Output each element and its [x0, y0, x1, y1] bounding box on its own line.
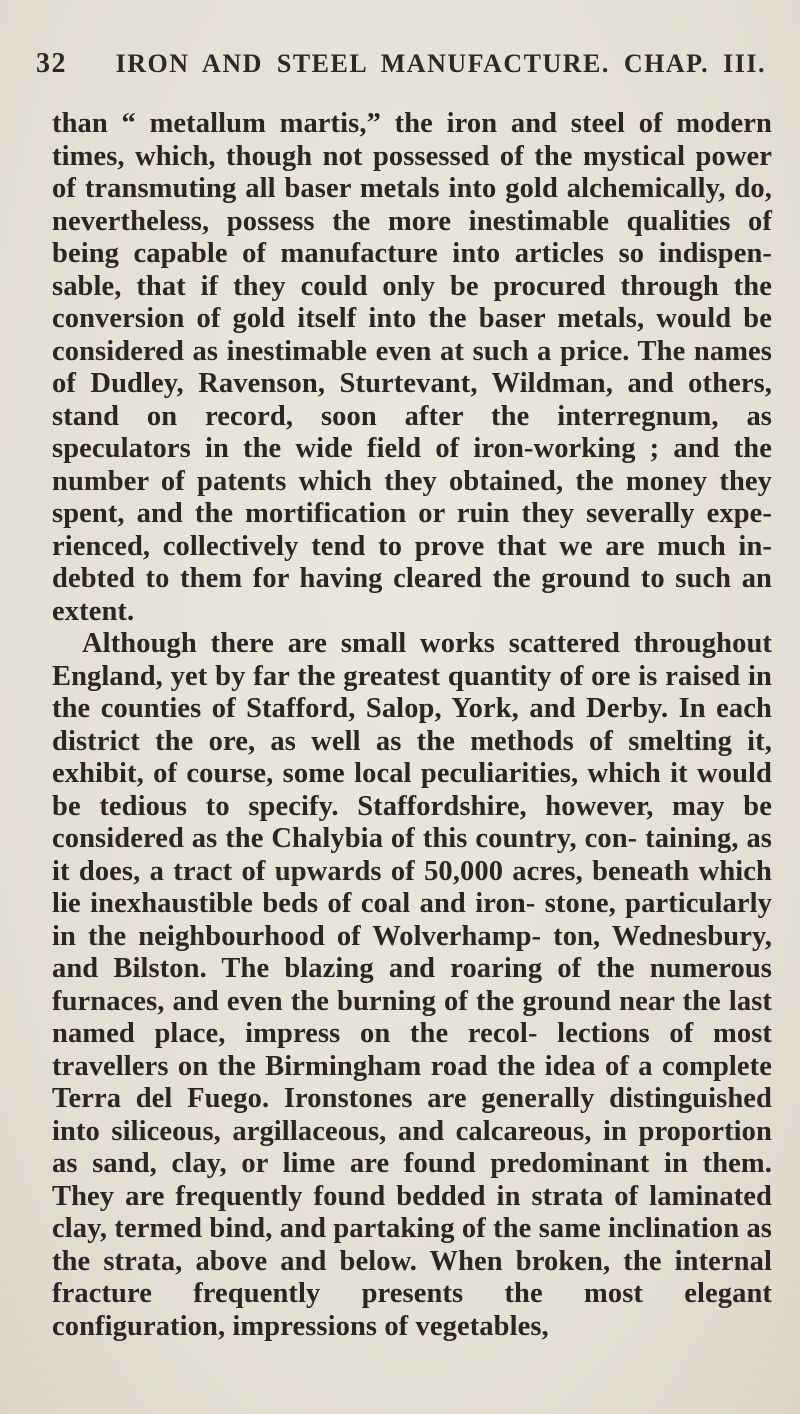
page-number: 32	[36, 48, 67, 79]
body-text	[52, 108, 772, 1343]
paragraph-ironstone: Although there are small works scattered throughout England, yet by far the greatest quantity of ore is raised in the counties of Stafford, Salop, York, and Derby. In each district the ore, as well as the methods of smelting it, exhibit, of course, some local peculiarities, which it would be tedious to specify. Staffordshire, however, may be considered as the Chalybia of this country, con- taining, as it does, a tract of upwards of 50,000 acres, beneath which lie inexhaustible beds of coal and iron- stone, particularly in the neighbourhood of Wolverhamp- ton, Wednesbury, and Bilston. The blazing and roaring of the numerous furnaces, and even the burning of the ground near the last named place, impress on the recol- lections of most travellers on the Birmingham road the idea of a complete Terra del Fuego. Ironstones are generally distinguished into siliceous, argillaceous, and calcareous, in proportion as sand, clay, or lime are found predominant in them. They are frequently found bedded in strata of laminated clay, termed bind, and partaking of the same inclination as the strata, above and below. When broken, the internal fracture frequently presents the most elegant configuration, impressions of vegetables,	[52, 628, 772, 1342]
paragraph-continuation: than “ metallum martis,” the iron and steel of modern times, which, though not possessed of the mystical power of transmuting all baser metals into gold alchemically, do, nevertheless, possess the more inestimable qualities of being capable of manufacture into articles so indispen- sable, that if they could only be procured through the conversion of gold itself into the baser metals, would be considered as inestimable even at such a price. The names of Dudley, Ravenson, Sturtevant, Wildman, and others, stand on record, soon after the interregnum, as speculators in the wide field of iron-working ; and the number of patents which they obtained, the money they spent, and the mortification or ruin they severally expe- rienced, collectively tend to prove that we are much in- debted to them for having cleared the ground to such an extent.	[52, 108, 772, 627]
running-title: IRON AND STEEL MANUFACTURE. CHAP. III.	[115, 49, 766, 78]
running-head	[36, 48, 766, 88]
